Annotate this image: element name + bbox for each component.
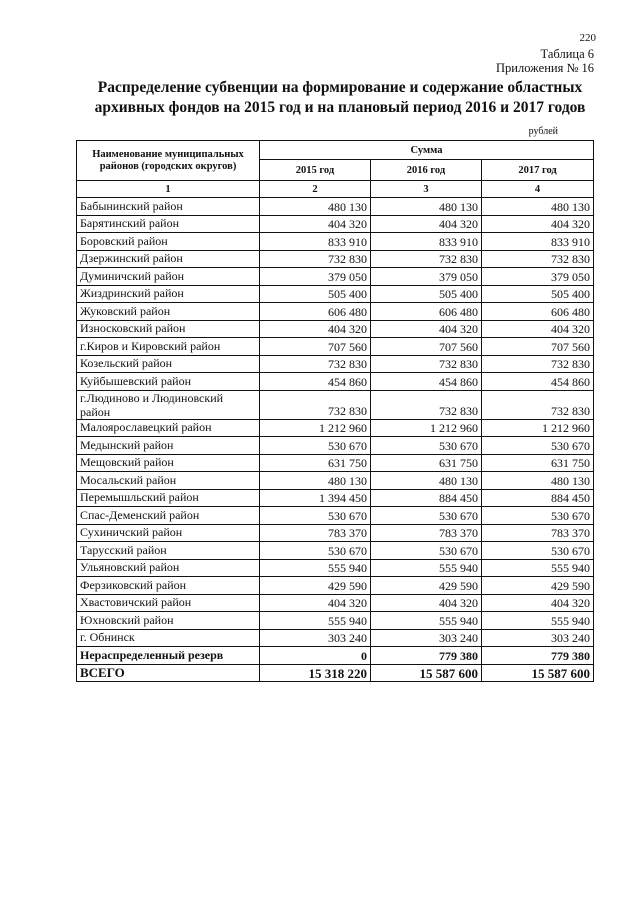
header-year-2016: 2016 год	[371, 160, 482, 181]
district-name: Думиничский район	[77, 268, 260, 286]
value-2016: 732 830	[371, 355, 482, 373]
reserve-row	[77, 647, 594, 665]
table-row	[77, 507, 594, 525]
district-name: Мосальский район	[77, 472, 260, 490]
value-2017: 732 830	[482, 250, 594, 268]
table-row	[77, 198, 594, 216]
total-row	[77, 664, 594, 682]
district-name: Перемышльский район	[77, 489, 260, 507]
district-name: Барятинский район	[77, 215, 260, 233]
table-row	[77, 355, 594, 373]
table-row	[77, 215, 594, 233]
table-number: Таблица 6	[540, 47, 594, 61]
value-2017: 404 320	[482, 215, 594, 233]
value-2017: 429 590	[482, 577, 594, 595]
value-2016: 454 860	[371, 373, 482, 391]
value-2016: 732 830	[371, 250, 482, 268]
value-2015: 783 370	[260, 524, 371, 542]
value-2017: 606 480	[482, 303, 594, 321]
value-2015: 530 670	[260, 437, 371, 455]
value-2016: 505 400	[371, 285, 482, 303]
district-name: Жуковский район	[77, 303, 260, 321]
appendix-number: Приложения № 16	[496, 61, 594, 75]
district-name: Мещовский район	[77, 454, 260, 472]
value-2017: 379 050	[482, 268, 594, 286]
table-row	[77, 437, 594, 455]
table-row	[77, 472, 594, 490]
table-row	[77, 419, 594, 437]
value-2016: 884 450	[371, 489, 482, 507]
value-2016: 429 590	[371, 577, 482, 595]
district-name: Ферзиковский район	[77, 577, 260, 595]
value-2016: 1 212 960	[371, 419, 482, 437]
value-2015: 404 320	[260, 320, 371, 338]
value-2015: 530 670	[260, 507, 371, 525]
value-2015: 555 940	[260, 559, 371, 577]
district-name: Медынский район	[77, 437, 260, 455]
value-2015: 707 560	[260, 338, 371, 356]
value-2016: 833 910	[371, 233, 482, 251]
value-2016: 707 560	[371, 338, 482, 356]
total-label: ВСЕГО	[77, 664, 260, 682]
value-2017: 783 370	[482, 524, 594, 542]
header-year-2015: 2015 год	[260, 160, 371, 181]
value-2017: 404 320	[482, 320, 594, 338]
reserve-2015: 0	[260, 647, 371, 665]
value-2015: 631 750	[260, 454, 371, 472]
district-name: Хвастовичский район	[77, 594, 260, 612]
table-row	[77, 250, 594, 268]
value-2015: 505 400	[260, 285, 371, 303]
district-name: Дзержинский район	[77, 250, 260, 268]
header-sum: Сумма	[260, 141, 594, 160]
value-2017: 555 940	[482, 612, 594, 630]
total-2016: 15 587 600	[371, 664, 482, 682]
table-row	[77, 303, 594, 321]
table-row	[77, 285, 594, 303]
table-row	[77, 542, 594, 560]
district-name: Бабынинский район	[77, 198, 260, 216]
table-row	[77, 577, 594, 595]
value-2015: 480 130	[260, 472, 371, 490]
column-number-1: 1	[77, 181, 260, 198]
district-name: Козельский район	[77, 355, 260, 373]
title-line-2: архивных фондов на 2015 год и на плановый период 2016 и 2017 годов	[94, 99, 586, 116]
table-row	[77, 268, 594, 286]
value-2015: 732 830	[260, 355, 371, 373]
value-2015: 404 320	[260, 594, 371, 612]
value-2016: 480 130	[371, 472, 482, 490]
value-2015: 379 050	[260, 268, 371, 286]
value-2015: 732 830	[260, 390, 371, 419]
district-name: Сухиничский район	[77, 524, 260, 542]
value-2017: 631 750	[482, 454, 594, 472]
value-2015: 480 130	[260, 198, 371, 216]
column-number-2: 2	[260, 181, 371, 198]
table-row	[77, 338, 594, 356]
value-2017: 530 670	[482, 507, 594, 525]
table-label	[440, 47, 594, 75]
column-number-3: 3	[371, 181, 482, 198]
reserve-label: Нераспределенный резерв	[77, 647, 260, 665]
district-name: Тарусский район	[77, 542, 260, 560]
total-2017: 15 587 600	[482, 664, 594, 682]
title-line-1: Распределение субвенции на формирование и содержание областных	[97, 79, 583, 96]
district-name: Износковский район	[77, 320, 260, 338]
value-2015: 404 320	[260, 215, 371, 233]
table-row	[77, 373, 594, 391]
value-2015: 606 480	[260, 303, 371, 321]
value-2017: 530 670	[482, 542, 594, 560]
value-2016: 732 830	[371, 390, 482, 419]
value-2016: 631 750	[371, 454, 482, 472]
district-name: Ульяновский район	[77, 559, 260, 577]
value-2016: 530 670	[371, 507, 482, 525]
value-2017: 480 130	[482, 472, 594, 490]
table-row	[77, 612, 594, 630]
units-label: рублей	[528, 126, 558, 137]
district-name: г.Людиново и Людиновский район	[77, 390, 260, 419]
value-2016: 555 940	[371, 612, 482, 630]
value-2017: 732 830	[482, 355, 594, 373]
page-number: 220	[579, 32, 596, 44]
district-name: Жиздринский район	[77, 285, 260, 303]
table-row	[77, 524, 594, 542]
district-name: Куйбышевский район	[77, 373, 260, 391]
table-row	[77, 489, 594, 507]
value-2016: 783 370	[371, 524, 482, 542]
document-title	[60, 78, 620, 118]
total-2015: 15 318 220	[260, 664, 371, 682]
value-2017: 555 940	[482, 559, 594, 577]
header-year-2017: 2017 год	[482, 160, 594, 181]
value-2015: 429 590	[260, 577, 371, 595]
district-name: Юхновский район	[77, 612, 260, 630]
district-name: г. Обнинск	[77, 629, 260, 647]
district-name: Боровский район	[77, 233, 260, 251]
value-2016: 530 670	[371, 437, 482, 455]
value-2017: 454 860	[482, 373, 594, 391]
value-2016: 480 130	[371, 198, 482, 216]
value-2016: 606 480	[371, 303, 482, 321]
value-2016: 530 670	[371, 542, 482, 560]
value-2017: 884 450	[482, 489, 594, 507]
value-2017: 480 130	[482, 198, 594, 216]
value-2016: 404 320	[371, 594, 482, 612]
value-2016: 303 240	[371, 629, 482, 647]
table-row	[77, 559, 594, 577]
value-2017: 404 320	[482, 594, 594, 612]
value-2017: 530 670	[482, 437, 594, 455]
table-row	[77, 629, 594, 647]
value-2017: 1 212 960	[482, 419, 594, 437]
table-row	[77, 320, 594, 338]
table-row	[77, 594, 594, 612]
table-row	[77, 233, 594, 251]
value-2015: 303 240	[260, 629, 371, 647]
value-2015: 530 670	[260, 542, 371, 560]
value-2017: 303 240	[482, 629, 594, 647]
value-2017: 505 400	[482, 285, 594, 303]
table-body	[77, 198, 594, 682]
value-2017: 707 560	[482, 338, 594, 356]
header-name: Наименование муниципальных районов (городских округов)	[77, 141, 260, 181]
subvention-table	[76, 140, 594, 682]
reserve-2017: 779 380	[482, 647, 594, 665]
table-header	[77, 141, 594, 198]
value-2016: 379 050	[371, 268, 482, 286]
table-row	[77, 390, 594, 419]
district-name: Спас-Деменский район	[77, 507, 260, 525]
value-2016: 404 320	[371, 215, 482, 233]
district-name: г.Киров и Кировский район	[77, 338, 260, 356]
value-2015: 1 394 450	[260, 489, 371, 507]
value-2016: 404 320	[371, 320, 482, 338]
reserve-2016: 779 380	[371, 647, 482, 665]
column-number-4: 4	[482, 181, 594, 198]
value-2017: 833 910	[482, 233, 594, 251]
value-2016: 555 940	[371, 559, 482, 577]
table-row	[77, 454, 594, 472]
value-2015: 833 910	[260, 233, 371, 251]
value-2015: 732 830	[260, 250, 371, 268]
district-name: Малоярославецкий район	[77, 419, 260, 437]
value-2015: 1 212 960	[260, 419, 371, 437]
value-2015: 555 940	[260, 612, 371, 630]
value-2015: 454 860	[260, 373, 371, 391]
value-2017: 732 830	[482, 390, 594, 419]
